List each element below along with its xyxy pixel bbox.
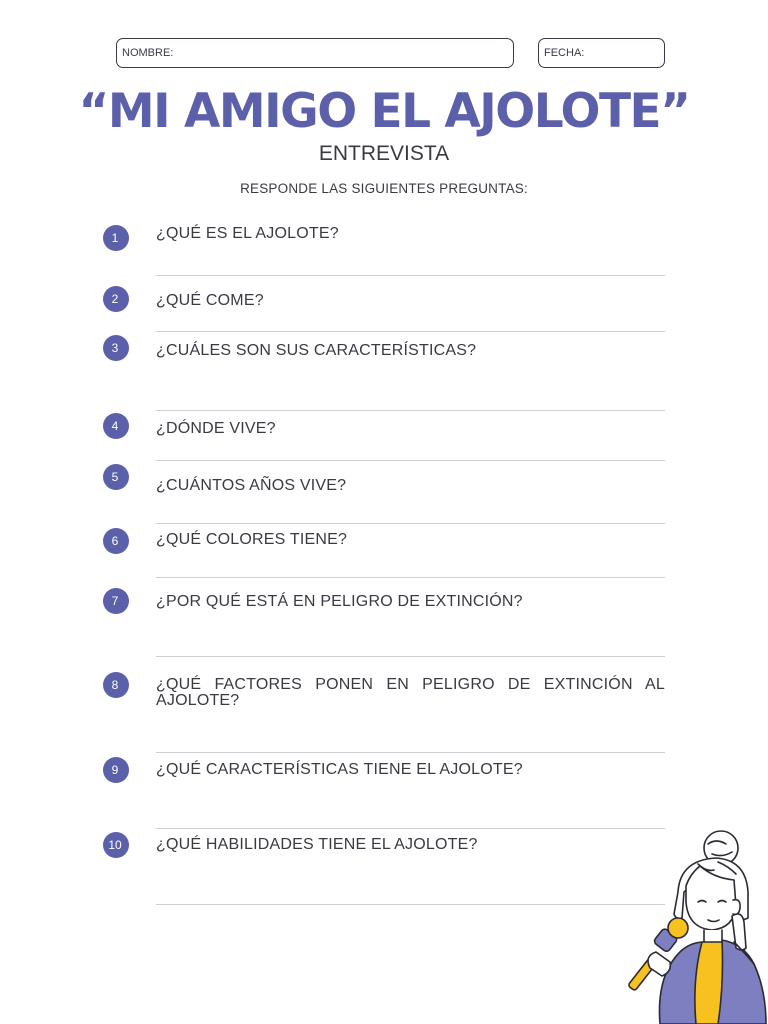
question-text-5: ¿CUÁNTOS AÑOS VIVE? [156,477,347,494]
question-number-4: 4 [103,413,129,439]
answer-line-3[interactable] [156,410,665,411]
reporter-with-microphone-illustration [620,826,768,1024]
answer-line-4[interactable] [156,460,665,461]
answer-line-8[interactable] [156,752,665,753]
question-text-9: ¿QUÉ CARACTERÍSTICAS TIENE EL AJOLOTE? [156,761,523,778]
question-text-6: ¿QUÉ COLORES TIENE? [156,531,348,548]
question-number-9: 9 [103,757,129,783]
answer-line-2[interactable] [156,331,665,332]
question-text-4: ¿DÓNDE VIVE? [156,420,276,437]
question-number-3: 3 [103,335,129,361]
answer-line-5[interactable] [156,523,665,524]
question-number-5: 5 [103,464,129,490]
question-text-8: ¿QUÉ FACTORES PONEN EN PELIGRO DE EXTINCIÓN AL AJOLOTE? [156,676,665,709]
answer-line-9[interactable] [156,828,665,829]
answer-line-7[interactable] [156,656,665,657]
page-title: “MI AMIGO EL AJOLOTE” [78,84,690,139]
name-label: NOMBRE: [122,47,174,59]
answer-line-10[interactable] [156,904,665,905]
date-label: FECHA: [544,47,585,59]
name-field[interactable] [116,38,514,68]
question-number-10: 10 [103,832,129,858]
question-text-10: ¿QUÉ HABILIDADES TIENE EL AJOLOTE? [156,836,478,853]
question-number-2: 2 [103,286,129,312]
question-number-6: 6 [103,528,129,554]
question-number-7: 7 [103,588,129,614]
date-field[interactable] [538,38,665,68]
question-number-8: 8 [103,672,129,698]
instructions: RESPONDE LAS SIGUIENTES PREGUNTAS: [240,181,528,196]
question-text-3: ¿CUÁLES SON SUS CARACTERÍSTICAS? [156,342,477,359]
answer-line-6[interactable] [156,577,665,578]
question-text-7: ¿POR QUÉ ESTÁ EN PELIGRO DE EXTINCIÓN? [156,593,523,610]
question-text-1: ¿QUÉ ES EL AJOLOTE? [156,225,339,242]
page-subtitle: ENTREVISTA [318,142,450,165]
question-text-2: ¿QUÉ COME? [156,292,264,309]
answer-line-1[interactable] [156,275,665,276]
question-number-1: 1 [103,225,129,251]
